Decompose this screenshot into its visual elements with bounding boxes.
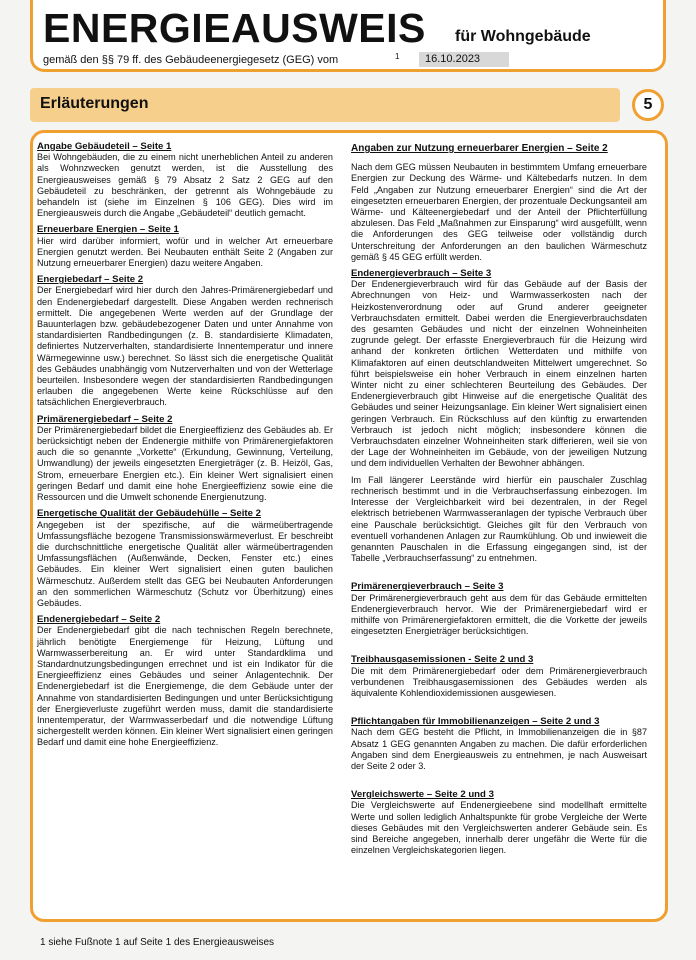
section-text: Nach dem GEG müssen Neubauten in bestimmtem Umfang erneuerbare Energien zur Deckung des Wärme- und Kältebedarfs nutzen. In dem Feld „Angaben zur Nutzung erneuerbarer Energien“ sind die Art der eingesetzten erneuerbaren Energien, der prozentuale Deckungsanteil am Wärme- und Kälteenergiebedarf und der Anteil der Pflichterfüllung abzulesen. Das Feld „Maßnahmen zur Einsparung“ wird ausgefüllt, wenn die Anforderungen des GEG teilweise oder vollständig durch Unterschreitung der Anforderungen an den baulichen Wärmeschutz gemäß § 45 GEG erfüllt werden. [351, 162, 647, 262]
section-text: Der Energiebedarf wird hier durch den Jahres-Primärenergiebedarf und den Endenergiebedarf dargestellt. Diese Angaben werden rechnerisch ermittelt. Die angegebenen Werte werden auf der Grundlage der Bauunterlagen bzw. gebäudebezogener Daten und unter Annahme von standardisierten Randbedingungen (z. B. standardisierte Klimadaten, definiertes Nutzerverhalten, standardisierte Innentemperatur und innere Wärmegewinne usw.) berechnet. So lässt sich die energetische Qualität des Gebäudes unabhängig vom Nutzerverhalten und von der Wetterlage beurteilen. Insbesondere wegen der standardisierten Randbedingungen erlauben die angegebenen Werte keine Rückschlüsse auf den tatsächlichen Energieverbrauch. [37, 285, 333, 408]
footnote: 1 siehe Fußnote 1 auf Seite 1 des Energieausweises [40, 937, 275, 948]
section-heading: Treibhausgasemissionen - Seite 2 und 3 [351, 654, 534, 666]
section-heading: Endenergieverbrauch – Seite 3 [351, 268, 492, 280]
section-heading: Pflichtangaben für Immobilienanzeigen – Seite 2 und 3 [351, 716, 600, 728]
section-text: Die mit dem Primärenergiebedarf oder dem Primärenergieverbrauch verbundenen Treibhausgasemissionen des Gebäudes werden als äquivalente Kohlendioxidemissionen ausgewiesen. [351, 665, 647, 698]
left-column [37, 141, 333, 754]
section-text: Der Endenergieverbrauch wird für das Gebäude auf der Basis der Abrechnungen von Heiz- und Warmwasserkosten nach der Heizkostenverordnung oder auf Grund anderer geeigneter Verbrauchsdaten ermittelt. Dabei werden die Energieverbrauchsdaten des gesamten Gebäudes und nicht der einzelnen Wohneinheiten zugrunde gelegt. Der erfasste Energieverbrauch für die Heizung wird anhand der konkreten örtlichen Wetterdaten und mithilfe von Klimafaktoren auf einen deutschlandweiten Mittelwert umgerechnet. So führt beispielsweise ein hoher Verbrauch in einem einzelnen harten Winter nicht zu einer schlechteren Beurteilung des Gebäudes. Der Endenergieverbrauch gibt Hinweise auf die energetische Qualität des Gebäudes und seiner Heizungsanlage. Ein kleiner Wert signalisiert einen geringen Verbrauch. Ein Rückschluss auf den künftig zu erwartenden Verbrauch ist jedoch nicht möglich; insbesondere können die Verbrauchsdaten einzelner Wohneinheiten stark differieren, weil sie von der Lage der Wohneinheiten im Gebäude, von der jeweiligen Nutzung und dem individuellen Verhalten der Bewohner abhängen. [351, 279, 647, 469]
section-title-bar [30, 88, 620, 122]
law-reference: gemäß den §§ 79 ff. des Gebäudeenergiegesetz (GEG) vom [43, 54, 339, 66]
section-title: Erläuterungen [40, 95, 149, 112]
section-heading: Erneuerbare Energien – Seite 1 [37, 224, 179, 236]
section-text: Angegeben ist der spezifische, auf die wärmeübertragende Umfassungsfläche bezogene Transmissionswärmeverlust. Er beschreibt die durchschnittliche energetische Qualität aller wärmeübertragenden Umfassungsflächen (Außenwände, Decken, Fenster etc.) eines Gebäudes. Ein kleiner Wert signalisiert einen guten baulichen Wärmeschutz. Außerdem stellt das GEG bei Neubauten Anforderungen an den sommerlichen Wärmeschutz (Schutz vor Überhitzung) eines Gebäudes. [37, 519, 333, 608]
section-text: Der Primärenergiebedarf bildet die Energieeffizienz des Gebäudes ab. Er berücksichtigt neben der Endenergie mithilfe von Primärenergiefaktoren auch die so genannte „Vorkette“ (Erkundung, Gewinnung, Verteilung, Umwandlung) der jeweils eingesetzten Energieträger (z. B. Heizöl, Gas, Strom, erneuerbare Energien etc.). Ein kleiner Wert signalisiert einen geringen Bedarf und damit eine hohe Energieeffizienz sowie eine die Ressourcen und die Umwelt schonende Energienutzung. [37, 424, 333, 503]
page-number-badge: 5 [632, 89, 664, 121]
section-gebaeudehuelle [37, 508, 333, 609]
document-title: ENERGIEAUSWEIS [43, 5, 426, 51]
section-heading: Endenergiebedarf – Seite 2 [37, 614, 161, 626]
section-heading: Energetische Qualität der Gebäudehülle – Seite 2 [37, 508, 261, 520]
section-heading: Angabe Gebäudeteil – Seite 1 [37, 141, 172, 152]
section-heading: Energiebedarf – Seite 2 [37, 274, 144, 286]
footnote-marker: 1 [395, 52, 400, 61]
section-heading: Vergleichswerte – Seite 2 und 3 [351, 789, 494, 801]
section-endenergiebedarf [37, 614, 333, 748]
section-primaerenergiebedarf [37, 414, 333, 504]
header [30, 0, 666, 72]
section-text: Die Vergleichswerte auf Endenergieebene sind modellhaft ermittelte Werte und sollen lediglich Anhaltspunkte für grobe Vergleiche der Werte dieses Gebäudes mit den Vergleichswerten anderer Gebäude sein. Es sind Bereiche angegeben, innerhalb derer ungefähr die Werte für die einzelnen Vergleichskategorien liegen. [351, 800, 647, 856]
section-erneuerbare [37, 224, 333, 269]
right-column [351, 143, 647, 861]
section-heading: Angaben zur Nutzung erneuerbarer Energien – Seite 2 [351, 143, 608, 154]
section-text: Der Primärenergieverbrauch geht aus dem für das Gebäude ermittelten Endenergieverbrauch hervor. Wie der Primärenergiebedarf wird er mithilfe von Primärenergiefaktoren ermittelt, die die Vorkette der jeweils eingesetzten Energieträger berücksichtigen. [351, 592, 647, 637]
content-box [30, 130, 668, 922]
section-text: Bei Wohngebäuden, die zu einem nicht unerheblichen Anteil zu anderen als Wohnzwecken genutzt werden, ist die Ausstellung des Energieausweises gemäß § 79 Absatz 2 Satz 2 GEG auf den Gebäudeteil zu beschränken, der getrennt als Wohngebäude zu behandeln ist (siehe im Einzelnen § 106 GEG). Dies wird im Energieausweis durch die Angabe „Gebäudeteil“ deutlich gemacht. [37, 152, 333, 219]
section-text: Der Endenergiebedarf gibt die nach technischen Regeln berechnete, jährlich benötigte Energiemenge für Heizung, Lüftung und Warmwasserbereitung an. Er wird unter Standardklima und Standardnutzungsbedingungen errechnet und ist ein Indikator für die Energieeffizienz eines Gebäudes und seiner Anlagentechnik. Der Endenergiebedarf ist die Energiemenge, die dem Gebäude unter der Annahme von standardisierten Bedingungen und unter Berücksichtigung der Energieverluste zugeführt werden muss, damit die standardisierte Innentemperatur, der Warmwasserbedarf und die notwendige Lüftung sichergestellt werden können. Ein kleiner Wert signalisiert einen geringen Bedarf und damit eine hohe Energieeffizienz. [37, 625, 333, 748]
section-text: Nach dem GEG besteht die Pflicht, in Immobilienanzeigen die in §87 Absatz 1 GEG genannten Angaben zu machen. Die dafür erforderlichen Angaben sind dem Energieausweis zu entnehmen, je nach Ausweisart der Seite 2 oder 3. [351, 727, 647, 771]
section-heading: Primärenergiebedarf – Seite 2 [37, 413, 173, 425]
document-subtitle: für Wohngebäude [455, 28, 591, 45]
section-energiebedarf [37, 274, 333, 408]
section-heading: Primärenergieverbrauch – Seite 3 [351, 581, 504, 593]
section-text: Hier wird darüber informiert, wofür und in welcher Art erneuerbare Energien genutzt werden. Bei Neubauten enthält Seite 2 (Angaben zur Nutzung erneuerbarer Energien) dazu weitere Angaben. [37, 235, 333, 269]
section-text: Im Fall längerer Leerstände wird hierfür ein pauschaler Zuschlag rechnerisch bestimmt und in die Verbrauchserfassung einbezogen. Im Interesse der Vergleichbarkeit wird bei dezentralen, in der Regel elektrisch betriebenen Warmwasseranlagen der typische Verbrauch über eine Pauschale berücksichtigt. Gleiches gilt für den Verbrauch von eventuell vorhandenen Anlagen zur Raumkühlung. Ob und inwieweit die genannten Pauschalen in die Erfassung eingegangen sind, ist der Tabelle „Verbrauchserfassung“ zu entnehmen. [351, 474, 647, 564]
section-gebaeudeteil [37, 141, 333, 219]
date-field: 16.10.2023 [419, 52, 509, 67]
